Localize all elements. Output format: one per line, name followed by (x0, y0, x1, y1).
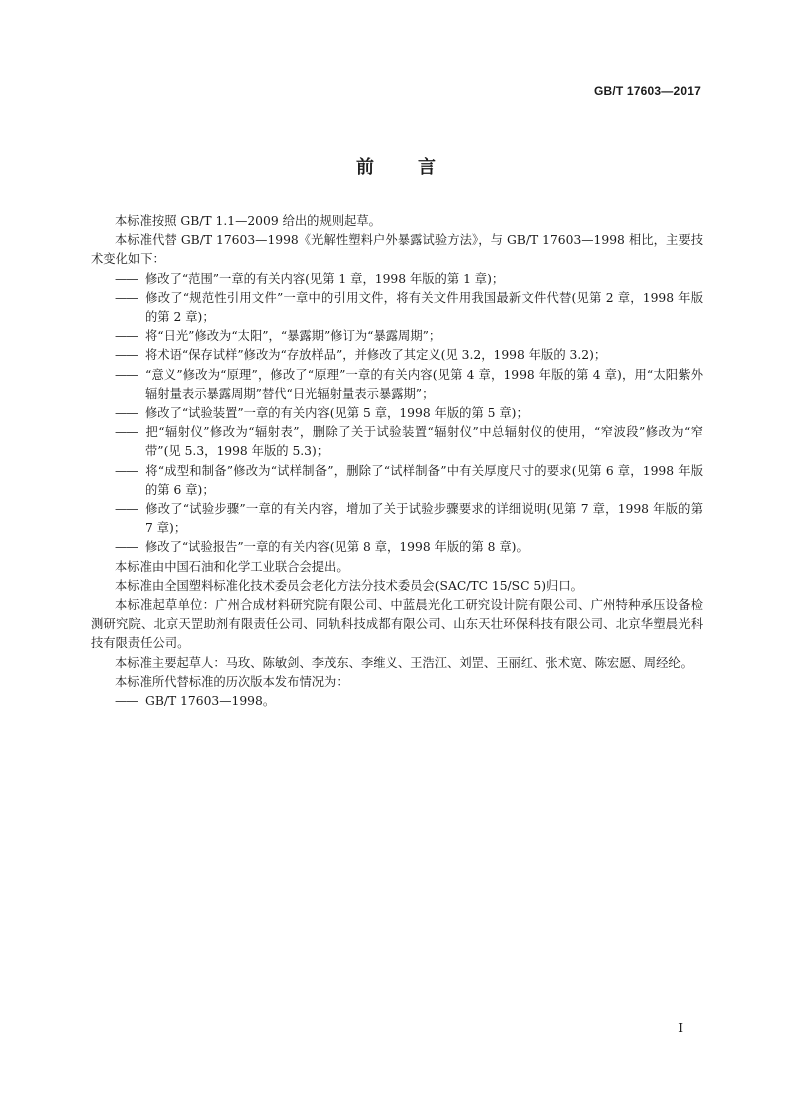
paragraph-drafters: 本标准主要起草人：马玫、陈敏剑、李茂东、李维义、王浩江、刘罡、王丽红、张术宽、陈宏愿、周经纶。 (115, 655, 693, 670)
dash-marker: —— (115, 329, 138, 344)
list-item-text: 修改了“试验装置”一章的有关内容(见第 5 章，1998 年版的第 5 章)； (145, 406, 529, 421)
dash-marker: —— (115, 463, 138, 478)
page-title: 前言 (356, 157, 480, 178)
list-item (91, 404, 703, 423)
dash-marker: —— (115, 425, 138, 440)
dash-marker: —— (115, 502, 138, 517)
list-item-text: 修改了“试验步骤”一章的有关内容，增加了关于试验步骤要求的详细说明(见第 7 章，1998 年版的第 7 章)； (145, 502, 703, 536)
list-item (91, 289, 703, 327)
list-item (91, 538, 703, 557)
list-item (91, 346, 703, 365)
list-item-text: 将“日光”修改为“太阳”，“暴露期”修订为“暴露周期”； (145, 329, 442, 344)
paragraph-drafting-rule: 本标准按照 GB/T 1.1—2009 给出的规则起草。 (115, 214, 381, 228)
paragraph-proposed-by: 本标准由中国石油和化学工业联合会提出。 (115, 559, 349, 574)
list-item-text: 修改了“范围”一章的有关内容(见第 1 章，1998 年版的第 1 章)； (145, 271, 505, 286)
dash-marker: —— (115, 367, 138, 382)
paragraph-history: 本标准所代替标准的历次版本发布情况为： (115, 674, 349, 689)
list-item-text: “意义”修改为“原理”，修改了“原理”一章的有关内容(见第 4 章，1998 年版的第 4 章)，用“太阳紫外辐射量表示暴露周期”替代“日光辐射量表示暴露期”； (145, 367, 703, 401)
page-number: I (678, 1021, 683, 1035)
paragraph-drafting-units: 本标准起草单位：广州合成材料研究院有限公司、中蓝晨光化工研究设计院有限公司、广州特种承压设备检测研究院、北京天罡助剂有限责任公司、同轨科技成都有限公司、山东天壮环保科技有限公司、北京华塑晨光科技有限责任公司。 (91, 598, 703, 651)
document-body (91, 212, 703, 711)
paragraph-under-jurisdiction: 本标准由全国塑料标准化技术委员会老化方法分技术委员会(SAC/TC 15/SC 5)归口。 (115, 578, 583, 593)
dash-marker: —— (115, 406, 138, 421)
list-item-text: 将“成型和制备”修改为“试样制备”，删除了“试样制备”中有关厚度尺寸的要求(见第 6 章，1998 年版的第 6 章)； (145, 463, 703, 497)
list-item-text: GB/T 17603—1998。 (145, 694, 276, 709)
dash-marker: —— (115, 348, 138, 363)
list-item (91, 327, 703, 346)
standard-code: GB/T 17603—2017 (593, 84, 701, 98)
dash-marker: —— (115, 271, 138, 286)
list-item (91, 500, 703, 538)
list-item-text: 把“辐射仪”修改为“辐射表”，删除了关于试验装置“辐射仪”中总辐射仪的使用，“窄波段”修改为“窄带”(见 5.3，1998 年版的 5.3)； (145, 425, 703, 459)
list-item (91, 462, 703, 500)
list-item (91, 270, 703, 289)
list-item-text: 修改了“规范性引用文件”一章中的引用文件，将有关文件用我国最新文件代替(见第 2 章，1998 年版的第 2 章)； (145, 290, 703, 325)
dash-marker: —— (115, 694, 138, 709)
paragraph-replacement: 本标准代替 GB/T 17603—1998《光解性塑料户外暴露试验方法》，与 GB/T 17603—1998 相比，主要技术变化如下： (91, 233, 703, 267)
changes-list (91, 270, 703, 558)
list-item (91, 692, 703, 711)
list-item-text: 将术语“保存试样”修改为“存放样品”，并修改了其定义(见 3.2，1998 年版的 3.2)； (145, 348, 607, 363)
list-item-text: 修改了“试验报告”一章的有关内容(见第 8 章，1998 年版的第 8 章)。 (145, 540, 529, 555)
dash-marker: —— (115, 290, 138, 305)
list-item (91, 366, 703, 404)
dash-marker: —— (115, 540, 138, 555)
previous-versions-list (91, 692, 703, 711)
list-item (91, 423, 703, 461)
